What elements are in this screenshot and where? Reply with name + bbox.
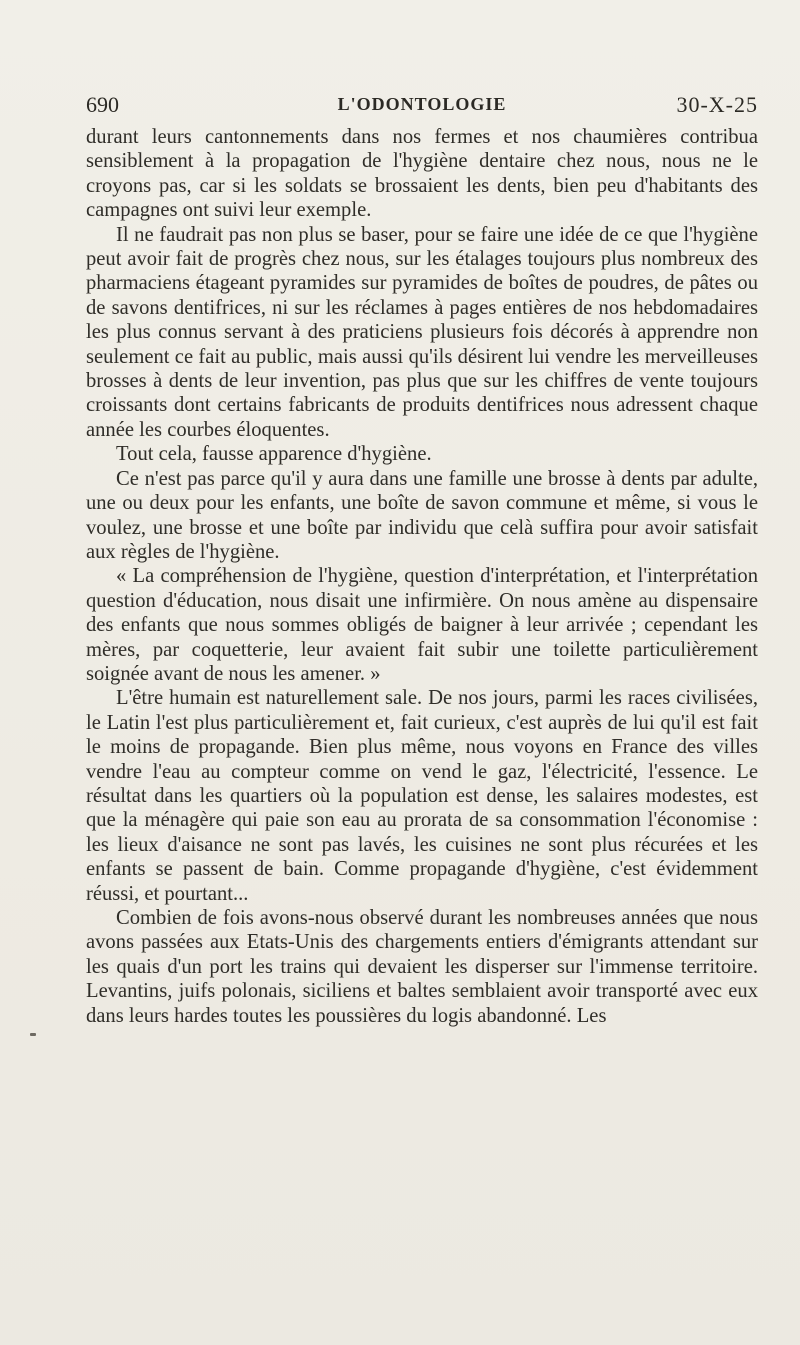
- running-header: [86, 92, 758, 126]
- article-body: [86, 125, 758, 1028]
- paragraph-6: L'être humain est naturellement sale. De nos jours, parmi les races civilisées, le Latin l'est plus particulièrement et, fait curieux, c'est auprès de lui qu'il est fait le moins de propagande. Bien plus même, nous voyons en France des villes vendre l'eau au compteur comme on vend le gaz, l'électricité, l'essence. Le résultat dans les quartiers où la population est dense, les salaires modestes, est que la ménagère qui paie son eau au prorata de sa consommation l'économise : les lieux d'aisance ne sont pas lavés, les cuisines ne sont plus récurées et les enfants se passent de bain. Comme propagande d'hygiène, c'est évidemment réussi, et pourtant...: [86, 687, 758, 905]
- paragraph-3: Tout cela, fausse apparence d'hygiène.: [116, 443, 432, 466]
- issue-date: 30-X-25: [676, 92, 758, 117]
- paragraph-1: durant leurs cantonnements dans nos fermes et nos chaumières contribua sensiblement à la propagation de l'hygiène dentaire chez nous, nous ne le croyons pas, car si les soldats se brossaient les dents, bien peu d'habitants des campagnes ont suivi leur exemple.: [86, 126, 758, 222]
- paragraph-5: « La compréhension de l'hygiène, question d'interprétation, et l'interprétation question d'éducation, nous disait une infirmière. On nous amène au dispensaire des enfants que nous sommes obligés de baigner à leur arrivée ; cependant les mères, par coquetterie, leur avaient fait subir une toilette particulièrement soignée avant de nous les amener. »: [86, 565, 758, 685]
- paragraph-7: Combien de fois avons-nous observé durant les nombreuses années que nous avons passées aux Etats-Unis des chargements entiers d'émigrants attendant sur les quais d'un port les trains qui devaient les disperser sur l'immense territoire. Levantins, juifs polonais, siciliens et baltes semblaient avoir transporté avec eux dans leurs hardes toutes les poussières du logis abandonné. Les: [86, 907, 758, 1027]
- paragraph-2: Il ne faudrait pas non plus se baser, pour se faire une idée de ce que l'hygiène peut avoir fait de progrès chez nous, sur les étalages toujours plus nombreux des pharmaciens étageant pyramides sur pyramides de boîtes de poudres, de pâtes ou de savons dentifrices, ni sur les réclames à pages entières de nos hebdomadaires les plus connus servant à des praticiens plusieurs fois décorés à apprendre non seulement ce fait au public, mais aussi qu'ils désirent lui vendre les merveilleuses brosses à dents de leur invention, pas plus que sur les chiffres de vente toujours croissants dont certains fabricants de produits dentifrices nous adressent chaque année les courbes éloquentes.: [86, 223, 758, 441]
- paragraph-4: Ce n'est pas parce qu'il y aura dans une famille une brosse à dents par adulte, une ou deux pour les enfants, une boîte de savon commune et même, si vous le voulez, une brosse et une boîte par individu que celà suffira pour avoir satisfait aux règles de l'hygiène.: [86, 467, 758, 563]
- page-number: 690: [86, 92, 119, 117]
- journal-title: L'ODONTOLOGIE: [337, 94, 507, 114]
- margin-mark: [30, 1033, 36, 1036]
